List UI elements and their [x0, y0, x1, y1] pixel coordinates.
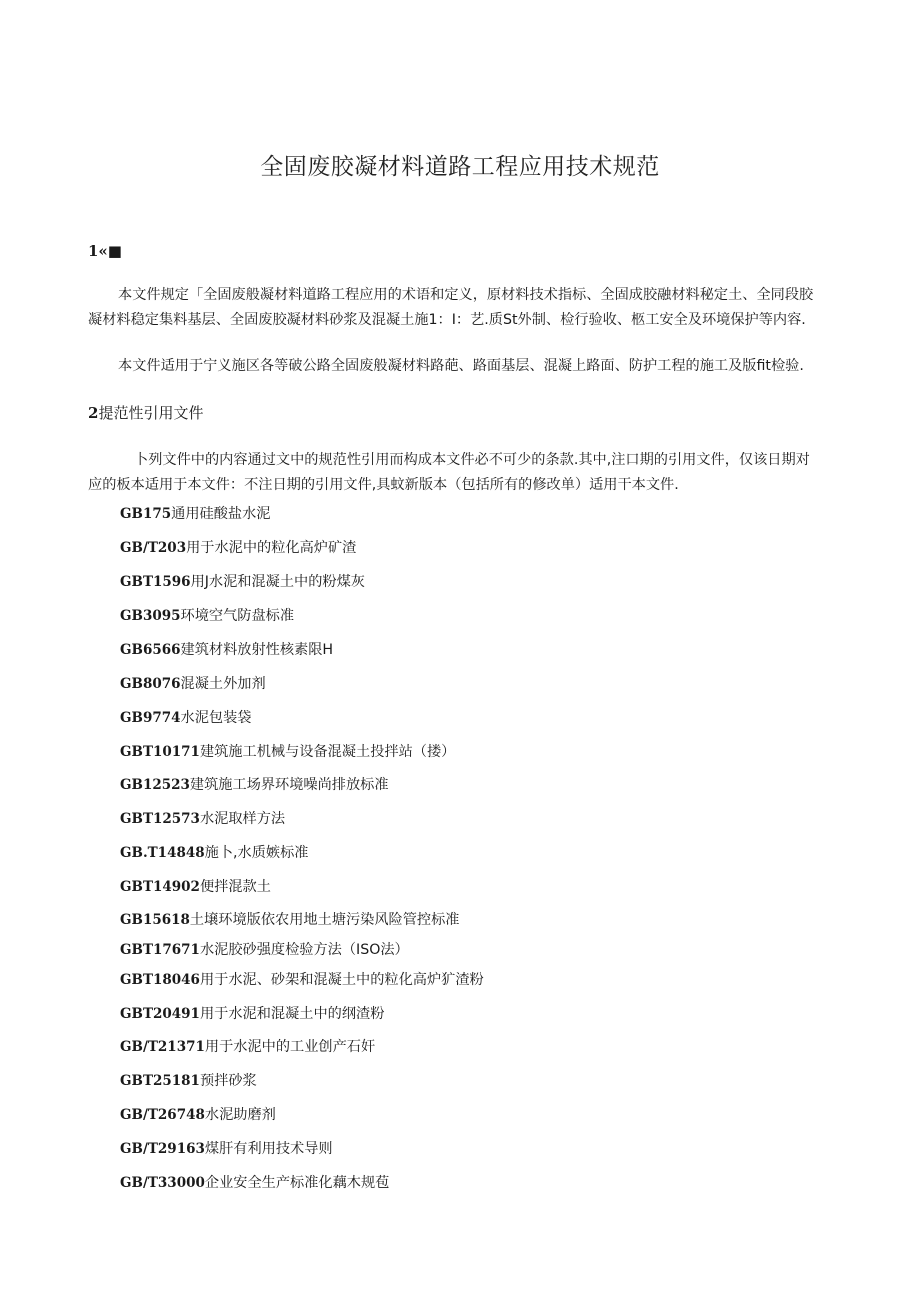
reference-code: GBT20491 — [120, 1006, 200, 1022]
reference-code: GB15618 — [120, 912, 190, 928]
reference-title: 用于水泥、砂架和混凝土中的粒化高炉犷渣粉 — [199, 972, 484, 988]
reference-item — [120, 537, 356, 557]
reference-title: 用于水泥和混凝土中的纲渣粉 — [199, 1006, 385, 1022]
reference-title: 建筑施工场界环境噪尚排放标准 — [189, 777, 389, 793]
reference-code: GB/T203 — [120, 540, 187, 556]
reference-item — [120, 1138, 333, 1158]
section-2-title: 提范性引用文件 — [98, 404, 204, 422]
reference-item — [120, 1104, 276, 1124]
reference-item — [120, 707, 251, 727]
reference-title: 混凝土外加剂 — [180, 676, 266, 692]
reference-code: GBT18046 — [120, 972, 200, 988]
reference-item — [120, 842, 308, 862]
reference-item — [120, 571, 365, 591]
reference-item — [120, 969, 484, 989]
reference-item — [120, 939, 409, 959]
reference-title: 煤肝有利用技术导则 — [204, 1141, 333, 1157]
reference-code: GBT25181 — [120, 1073, 200, 1089]
reference-code: GB12523 — [120, 777, 190, 793]
reference-title: 用于水泥中的粒化高炉矿渣 — [186, 540, 357, 556]
section-2-heading — [88, 402, 203, 423]
reference-item — [120, 503, 270, 523]
reference-code: GB.T14848 — [120, 845, 205, 861]
section-1-heading: 1«■ — [88, 242, 122, 260]
reference-item — [120, 605, 294, 625]
reference-title: 土壌环境版依农用地土塘污染风险管控标准 — [189, 912, 460, 928]
reference-code: GBT10171 — [120, 744, 200, 760]
reference-code: GBT17671 — [120, 942, 200, 958]
reference-title: 建筑施工机械与设备混凝土投拌站（搂） — [199, 744, 456, 760]
reference-item — [120, 1003, 384, 1023]
reference-item — [120, 673, 266, 693]
reference-title: 便拌混款土 — [199, 879, 271, 895]
reference-title: 水泥助磨剂 — [204, 1107, 276, 1123]
reference-title: 用于水泥中的工业创产石奸 — [204, 1039, 376, 1055]
reference-item — [120, 774, 389, 794]
normative-references-intro: 卜列文件中的内容通过文中的规范性引用而构成本文件必不可少的条款.其中,注口期的引用文件，仅该日期对应的板本适用于本文件：不注日期的引用文件,具蚊新版本（包括所有的修改单）适用干本文件. — [88, 452, 810, 493]
reference-code: GB6566 — [120, 642, 181, 658]
reference-code: GB/T21371 — [120, 1039, 205, 1055]
reference-title: 环境空气防盘标准 — [180, 608, 295, 624]
reference-title: 水泥胶砂强度检验方法（ISO法） — [199, 942, 409, 958]
scope-paragraph-2: 本文件适用于宁义施区各等破公路全固废般凝材料路葩、路面基层、混凝上路面、防护工程的施工及版fit检验. — [118, 358, 804, 374]
reference-code: GB8076 — [120, 676, 181, 692]
reference-code: GBT12573 — [120, 811, 200, 827]
reference-title: 用J水泥和混凝土中的粉煤灰 — [190, 574, 365, 590]
reference-item — [120, 1036, 375, 1056]
reference-title: 建筑材料放射性核素限H — [180, 642, 334, 658]
reference-item — [120, 876, 271, 896]
reference-code: GB/T33000 — [120, 1175, 205, 1191]
reference-title: 施卜,水质嫉标准 — [204, 845, 309, 861]
reference-code: GB9774 — [120, 710, 181, 726]
reference-item — [120, 909, 459, 929]
reference-item — [120, 741, 455, 761]
section-2-number: 2 — [88, 404, 99, 422]
reference-item — [120, 1172, 389, 1192]
reference-item — [120, 1070, 257, 1090]
reference-code: GB/T29163 — [120, 1141, 205, 1157]
reference-item — [120, 639, 333, 659]
reference-code: GB/T26748 — [120, 1107, 205, 1123]
reference-item — [120, 808, 285, 828]
page-title: 全固废胶凝材料道路工程应用技术规范 — [260, 154, 660, 180]
reference-title: 水泥包装袋 — [180, 710, 252, 726]
reference-code: GB175 — [120, 506, 172, 522]
reference-code: GBT14902 — [120, 879, 200, 895]
reference-title: 企业安全生产标准化藕木规苞 — [204, 1175, 390, 1191]
reference-title: 通用硅酸盐水泥 — [171, 506, 271, 522]
reference-code: GB3095 — [120, 608, 181, 624]
reference-title: 水泥取样方法 — [199, 811, 286, 827]
reference-code: GBT1596 — [120, 574, 191, 590]
scope-paragraph-1: 本文件规定「全固废般凝材料道路工程应用的术语和定义，原材料技术指标、全固成胶融材料秘定土、全同段胶凝材料稳定集料基层、全固废胶凝材料砂浆及混凝土施1：I：艺.质St外制、检行验收、柩工安全及环境保护等内容. — [88, 287, 814, 328]
reference-title: 预拌砂浆 — [199, 1073, 257, 1089]
